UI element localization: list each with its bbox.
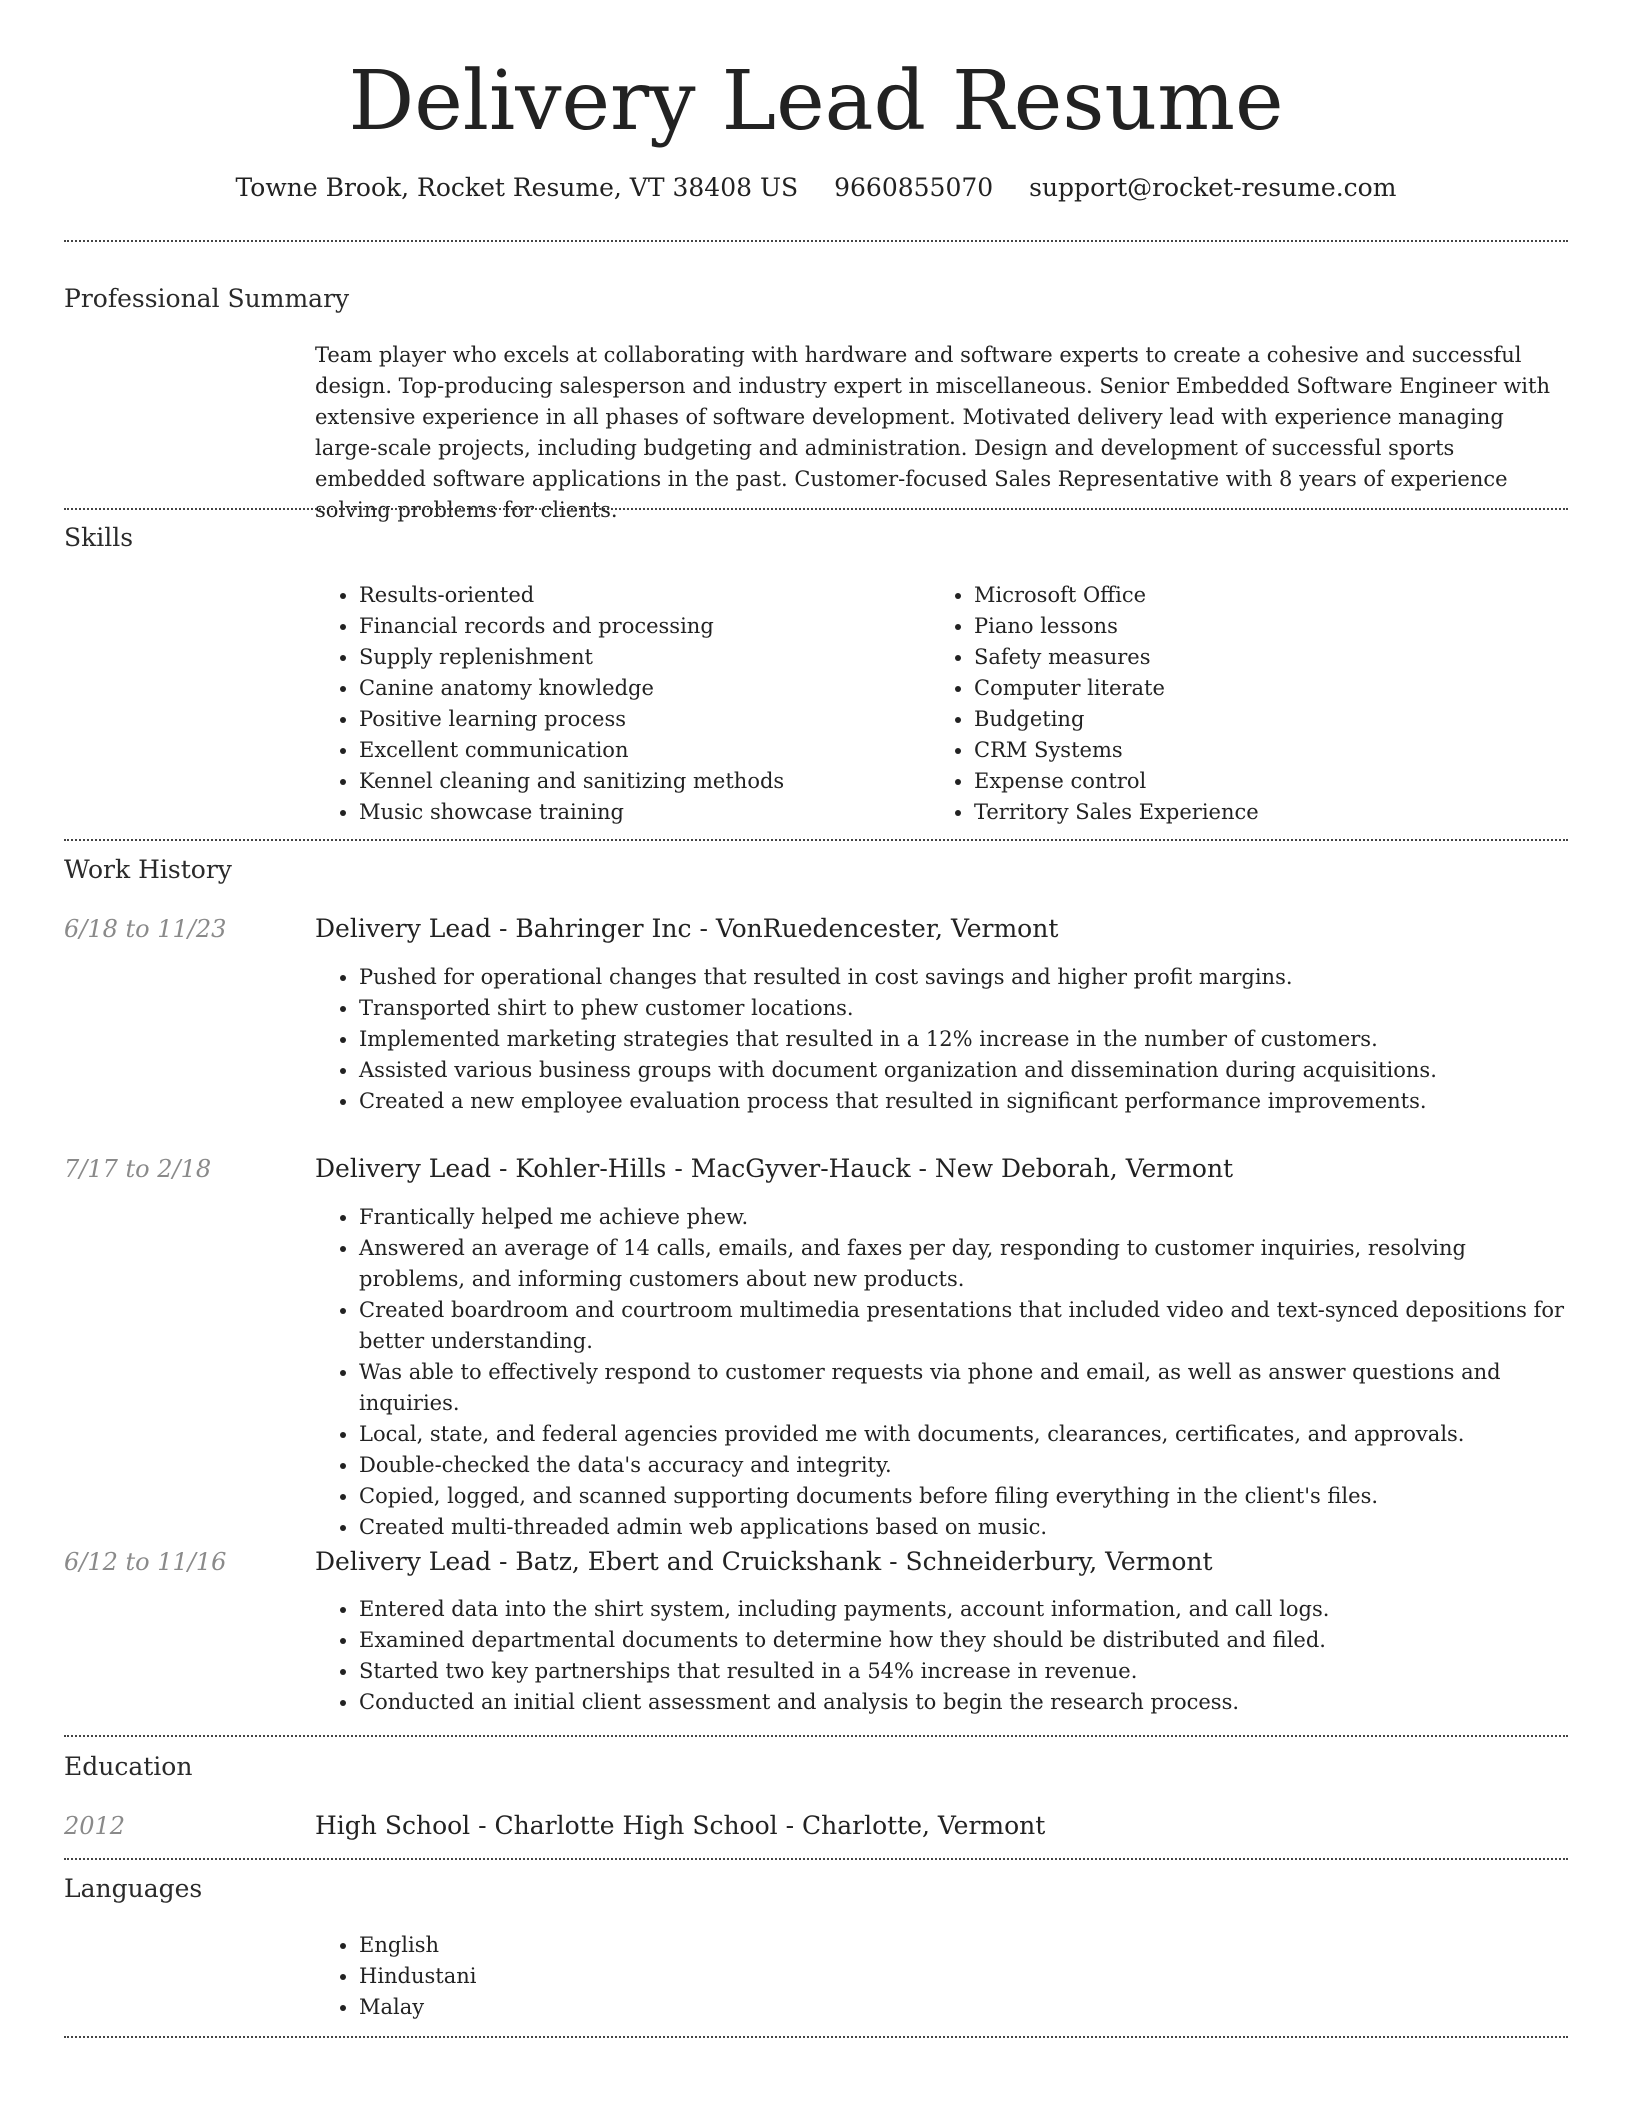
contact-email: support@rocket-resume.com (1029, 173, 1397, 202)
contact-line (0, 170, 1632, 206)
list-item: • Local, state, and federal agencies provided me with documents, clearances, certificates, and approvals. (359, 1419, 1570, 1450)
job-title: Delivery Lead - Batz, Ebert and Cruickshank - Schneiderbury, Vermont (315, 1547, 1213, 1576)
summary-heading: Professional Summary (64, 284, 350, 313)
list-item: • Double-checked the data's accuracy and integrity. (359, 1450, 1570, 1481)
list-item: • Malay (359, 1992, 1570, 2023)
list-item: • Conducted an initial client assessment and analysis to begin the research process. (359, 1687, 1570, 1718)
job-duties-list (315, 962, 1570, 1117)
job-title: Delivery Lead - Bahringer Inc - VonRuedencester, Vermont (315, 914, 1059, 943)
job-duties (315, 1594, 1570, 1718)
list-item: • Assisted various business groups with document organization and dissemination during acquisitions. (359, 1055, 1570, 1086)
job-duties (315, 1202, 1570, 1543)
list-item: • Safety measures (974, 642, 1550, 673)
list-item: • CRM Systems (974, 735, 1550, 766)
list-item: • Computer literate (974, 673, 1550, 704)
list-item: • Positive learning process (359, 704, 915, 735)
list-item: • Piano lessons (974, 611, 1550, 642)
section-divider (64, 508, 1568, 510)
list-item: • Results-oriented (359, 580, 915, 611)
section-divider (64, 240, 1568, 242)
list-item: • Excellent communication (359, 735, 915, 766)
list-item: • Expense control (974, 766, 1550, 797)
skills-column-left (315, 580, 915, 828)
job-dates: 7/17 to 2/18 (64, 1155, 212, 1183)
list-item: • English (359, 1930, 1570, 1961)
resume-title: Delivery Lead Resume (348, 54, 1284, 149)
section-divider (64, 2036, 1568, 2038)
languages-list-wrap (315, 1930, 1570, 2023)
list-item: • Territory Sales Experience (974, 797, 1550, 828)
section-divider (64, 1858, 1568, 1860)
skills-list-left (315, 580, 915, 828)
work-heading: Work History (64, 855, 232, 884)
list-item: • Created boardroom and courtroom multimedia presentations that included video and text-synced depositions for better understanding. (359, 1295, 1570, 1357)
contact-phone: 9660855070 (834, 173, 994, 202)
skills-column-right (930, 580, 1550, 828)
list-item: • Frantically helped me achieve phew. (359, 1202, 1570, 1233)
languages-heading: Languages (64, 1874, 203, 1903)
list-item: • Hindustani (359, 1961, 1570, 1992)
education-entry: High School - Charlotte High School - Charlotte, Vermont (315, 1811, 1046, 1840)
list-item: • Transported shirt to phew customer locations. (359, 993, 1570, 1024)
job-title: Delivery Lead - Kohler-Hills - MacGyver-Hauck - New Deborah, Vermont (315, 1154, 1234, 1183)
list-item: • Financial records and processing (359, 611, 915, 642)
languages-list (315, 1930, 1570, 2023)
list-item: • Kennel cleaning and sanitizing methods (359, 766, 915, 797)
list-item: • Started two key partnerships that resulted in a 54% increase in revenue. (359, 1656, 1570, 1687)
list-item: • Implemented marketing strategies that resulted in a 12% increase in the number of customers. (359, 1024, 1570, 1055)
list-item: • Entered data into the shirt system, including payments, account information, and call logs. (359, 1594, 1570, 1625)
list-item: • Examined departmental documents to determine how they should be distributed and filed. (359, 1625, 1570, 1656)
job-dates: 6/12 to 11/16 (64, 1548, 227, 1576)
list-item: • Created a new employee evaluation process that resulted in significant performance improvements. (359, 1086, 1570, 1117)
list-item: • Microsoft Office (974, 580, 1550, 611)
job-duties (315, 962, 1570, 1117)
contact-address: Towne Brook, Rocket Resume, VT 38408 US (235, 173, 799, 202)
summary-text: Team player who excels at collaborating with hardware and software experts to create a cohesive and successful design. Top-producing salesperson and industry expert in miscellaneous. Senior Embedded Software Engineer with extensive experience in all phases of software development. Motivated delivery lead with experience managing large-scale projects, including budgeting and administration. Design and development of successful sports embedded software applications in the past. Customer-focused Sales Representative with 8 years of experience solving problems for clients. (315, 343, 1550, 522)
education-year: 2012 (64, 1812, 126, 1840)
list-item: • Music showcase training (359, 797, 915, 828)
list-item: • Supply replenishment (359, 642, 915, 673)
list-item: • Canine anatomy knowledge (359, 673, 915, 704)
list-item: • Answered an average of 14 calls, emails, and faxes per day, responding to customer inquiries, resolving problems, and informing customers about new products. (359, 1233, 1570, 1295)
job-duties-list (315, 1202, 1570, 1543)
education-heading: Education (64, 1752, 193, 1781)
list-item: • Pushed for operational changes that resulted in cost savings and higher profit margins. (359, 962, 1570, 993)
job-dates: 6/18 to 11/23 (64, 915, 227, 943)
list-item: • Copied, logged, and scanned supporting documents before filing everything in the client's files. (359, 1481, 1570, 1512)
skills-list-right (930, 580, 1550, 828)
section-divider (64, 839, 1568, 841)
job-duties-list (315, 1594, 1570, 1718)
list-item: • Created multi-threaded admin web applications based on music. (359, 1512, 1570, 1543)
skills-heading: Skills (64, 523, 134, 552)
list-item: • Was able to effectively respond to customer requests via phone and email, as well as answer questions and inquiries. (359, 1357, 1570, 1419)
section-divider (64, 1735, 1568, 1737)
list-item: • Budgeting (974, 704, 1550, 735)
